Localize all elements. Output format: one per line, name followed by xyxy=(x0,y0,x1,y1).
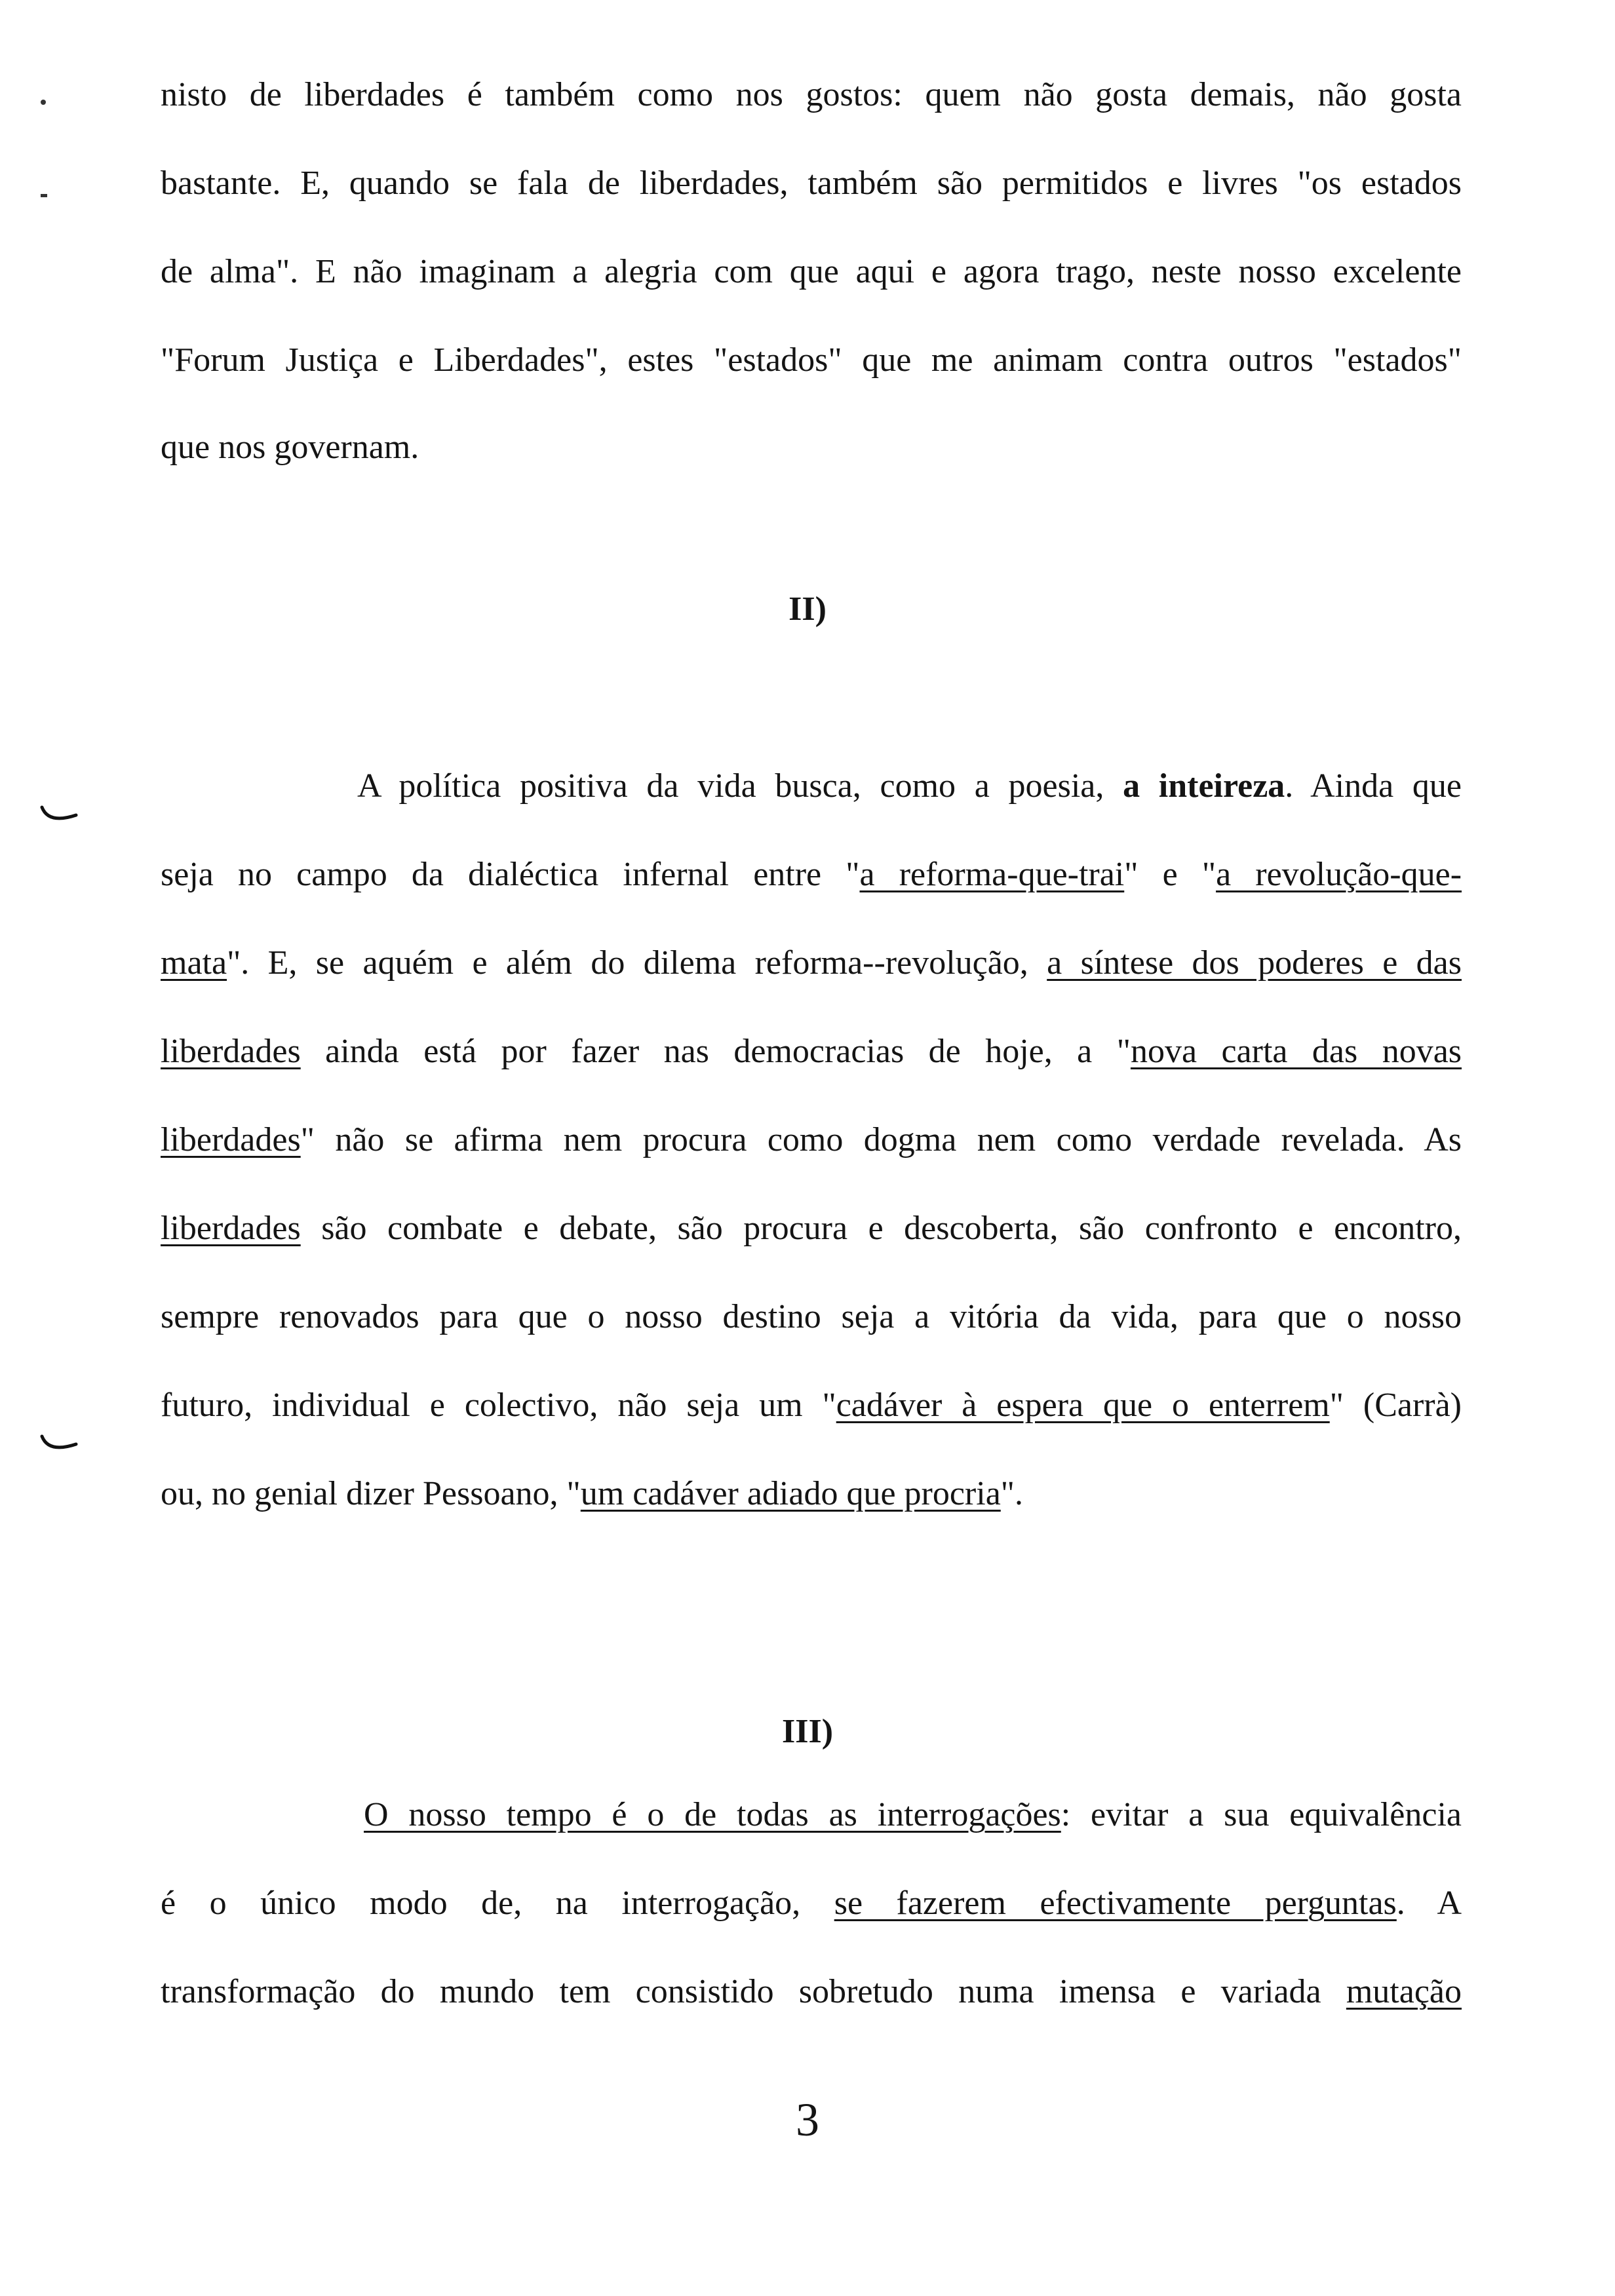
underlined-phrase: mutação xyxy=(1346,1973,1462,2010)
section-heading-iii: III) xyxy=(781,1713,834,1750)
text-line: mata". E, se aquém e além do dilema reforma--revolução, a síntese dos poderes e das xyxy=(161,944,1462,982)
text-line: ou, no genial dizer Pessoano, "um cadáver adiado que procria". xyxy=(161,1475,1024,1512)
underlined-phrase: um cadáver adiado que procria xyxy=(580,1475,1001,1512)
text-line: é o único modo de, na interrogação, se fazerem efectivamente perguntas. A xyxy=(161,1885,1462,1922)
underlined-phrase: a reforma-que-trai xyxy=(859,856,1125,893)
margin-dash-mark xyxy=(41,194,47,197)
text-line: de alma". E não imaginam a alegria com que aqui e agora trago, neste nosso excelente xyxy=(161,253,1462,290)
text-line: que nos governam. xyxy=(161,429,419,466)
text-line: transformação do mundo tem consistido sobretudo numa imensa e variada mutação xyxy=(161,1973,1462,2010)
section-heading-ii: II) xyxy=(788,590,827,628)
underlined-phrase: nova carta das novas xyxy=(1130,1033,1462,1070)
text-line: sempre renovados para que o nosso destino seja a vitória da vida, para que o nosso xyxy=(161,1298,1462,1335)
page-number: 3 xyxy=(796,2094,819,2146)
underlined-phrase: a síntese dos poderes e das xyxy=(1047,944,1462,982)
text-line: liberdades são combate e debate, são procura e descoberta, são confronto e encontro, xyxy=(161,1210,1462,1247)
margin-check-mark-1 xyxy=(39,805,79,828)
text-line: futuro, individual e colectivo, não seja um "cadáver à espera que o enterrem" (Carrà) xyxy=(161,1387,1462,1424)
underlined-phrase: liberdades xyxy=(161,1033,301,1070)
underlined-phrase: cadáver à espera que o enterrem xyxy=(836,1387,1330,1424)
text-line: "Forum Justiça e Liberdades", estes "estados" que me animam contra outros "estados" xyxy=(161,341,1462,379)
text-line: liberdades" não se afirma nem procura como dogma nem como verdade revelada. As xyxy=(161,1121,1462,1158)
underlined-phrase: liberdades xyxy=(161,1121,301,1158)
underlined-phrase: se fazerem efectivamente perguntas xyxy=(834,1885,1397,1922)
text-line: O nosso tempo é o de todas as interrogações: evitar a sua equivalência xyxy=(364,1796,1462,1833)
underlined-phrase: mata xyxy=(161,944,227,982)
text-line: bastante. E, quando se fala de liberdades, também são permitidos e livres "os estados xyxy=(161,164,1462,202)
underlined-phrase: liberdades xyxy=(161,1210,301,1247)
bold-phrase: a inteireza xyxy=(1123,767,1285,805)
underlined-phrase: a revolução-que- xyxy=(1216,856,1462,893)
margin-check-mark-2 xyxy=(39,1434,79,1457)
text-line: liberdades ainda está por fazer nas democracias de hoje, a "nova carta das novas xyxy=(161,1033,1462,1070)
text-line: seja no campo da dialéctica infernal entre "a reforma-que-trai" e "a revolução-que- xyxy=(161,856,1462,893)
text-line: nisto de liberdades é também como nos gostos: quem não gosta demais, não gosta xyxy=(161,76,1462,113)
margin-dot-mark xyxy=(41,100,46,105)
text-line: A política positiva da vida busca, como a poesia, a inteireza. Ainda que xyxy=(357,767,1462,805)
underlined-phrase: O nosso tempo é o de todas as interrogações xyxy=(364,1796,1061,1833)
